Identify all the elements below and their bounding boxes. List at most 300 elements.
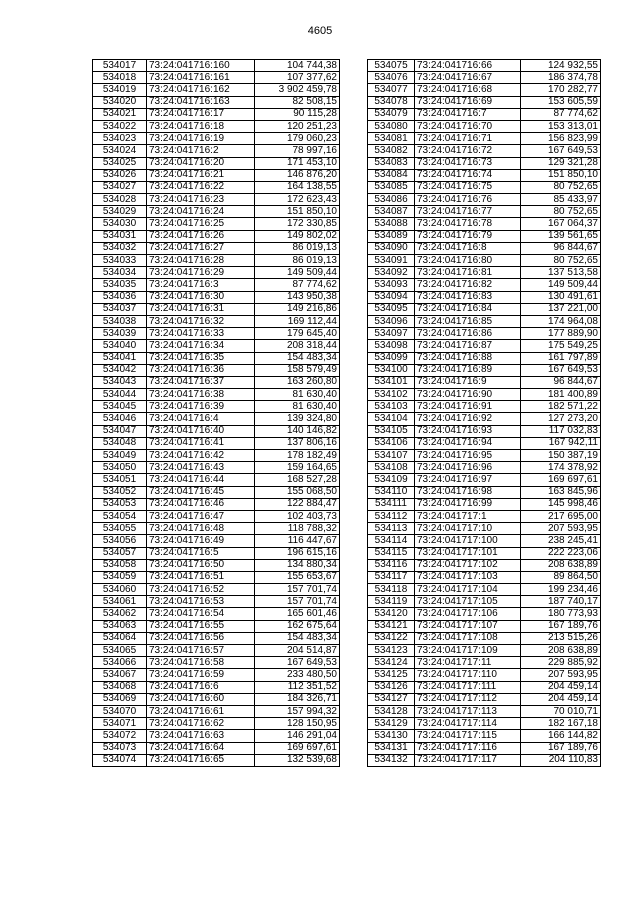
cadastral-value: 167 942,11 [521, 437, 601, 449]
table-row [368, 315, 601, 327]
cadastral-value: 80 752,65 [521, 255, 601, 267]
cadastral-value: 87 774,62 [255, 279, 340, 291]
table-row [93, 96, 340, 108]
cadastral-number: 73:24:041716:94 [415, 437, 521, 449]
cadastral-value: 182 167,18 [521, 718, 601, 730]
table-row [93, 425, 340, 437]
cadastral-value: 168 527,28 [255, 474, 340, 486]
cadastral-value: 137 221,00 [521, 303, 601, 315]
row-number: 534047 [93, 425, 147, 437]
row-number: 534088 [368, 218, 415, 230]
table-row [368, 535, 601, 547]
cadastral-value: 146 876,20 [255, 169, 340, 181]
row-number: 534067 [93, 669, 147, 681]
cadastral-value: 179 645,40 [255, 328, 340, 340]
table-row [368, 194, 601, 206]
cadastral-number: 73:24:041716:87 [415, 340, 521, 352]
cadastral-value: 151 850,10 [255, 206, 340, 218]
cadastral-number: 73:24:041716:72 [415, 145, 521, 157]
row-number: 534055 [93, 523, 147, 535]
row-number: 534077 [368, 84, 415, 96]
row-number: 534105 [368, 425, 415, 437]
cadastral-number: 73:24:041716:81 [415, 267, 521, 279]
table-row [93, 255, 340, 267]
cadastral-number: 73:24:041716:32 [147, 315, 255, 327]
cadastral-value: 145 998,46 [521, 498, 601, 510]
table-row [368, 169, 601, 181]
table-row [368, 133, 601, 145]
row-number: 534114 [368, 535, 415, 547]
cadastral-number: 73:24:041716:36 [147, 364, 255, 376]
cadastral-number: 73:24:041716:7 [415, 108, 521, 120]
row-number: 534119 [368, 596, 415, 608]
row-number: 534111 [368, 498, 415, 510]
table-row [368, 742, 601, 754]
row-number: 534052 [93, 486, 147, 498]
cadastral-number: 73:24:041716:99 [415, 498, 521, 510]
cadastral-number: 73:24:041716:71 [415, 133, 521, 145]
table-row [93, 218, 340, 230]
table-row [368, 267, 601, 279]
cadastral-value: 140 146,82 [255, 425, 340, 437]
cadastral-number: 73:24:041717:10 [415, 523, 521, 535]
cadastral-value: 96 844,67 [521, 242, 601, 254]
table-row [368, 437, 601, 449]
cadastral-value: 85 433,97 [521, 194, 601, 206]
row-number: 534106 [368, 437, 415, 449]
row-number: 534021 [93, 108, 147, 120]
cadastral-number: 73:24:041716:20 [147, 157, 255, 169]
row-number: 534102 [368, 389, 415, 401]
cadastral-number: 73:24:041716:83 [415, 291, 521, 303]
table-row [368, 328, 601, 340]
cadastral-number: 73:24:041716:49 [147, 535, 255, 547]
cadastral-number: 73:24:041716:76 [415, 194, 521, 206]
row-number: 534093 [368, 279, 415, 291]
row-number: 534087 [368, 206, 415, 218]
cadastral-value: 169 697,61 [255, 742, 340, 754]
row-number: 534066 [93, 657, 147, 669]
cadastral-number: 73:24:041717:111 [415, 681, 521, 693]
cadastral-number: 73:24:041716:90 [415, 389, 521, 401]
row-number: 534017 [93, 60, 147, 72]
cadastral-value: 81 630,40 [255, 389, 340, 401]
row-number: 534041 [93, 352, 147, 364]
cadastral-number: 73:24:041716:8 [415, 242, 521, 254]
cadastral-number: 73:24:041716:65 [147, 754, 255, 766]
table-row [93, 315, 340, 327]
cadastral-number: 73:24:041716:31 [147, 303, 255, 315]
row-number: 534118 [368, 584, 415, 596]
cadastral-value: 204 459,14 [521, 693, 601, 705]
row-number: 534068 [93, 681, 147, 693]
cadastral-number: 73:24:041716:46 [147, 498, 255, 510]
row-number: 534132 [368, 754, 415, 766]
cadastral-value: 233 480,50 [255, 669, 340, 681]
cadastral-number: 73:24:041716:59 [147, 669, 255, 681]
row-number: 534113 [368, 523, 415, 535]
row-number: 534123 [368, 645, 415, 657]
cadastral-value: 107 377,62 [255, 72, 340, 84]
cadastral-value-table-left [92, 59, 340, 767]
table-row [93, 194, 340, 206]
row-number: 534063 [93, 620, 147, 632]
table-row [368, 72, 601, 84]
row-number: 534078 [368, 96, 415, 108]
cadastral-value: 167 649,53 [521, 145, 601, 157]
table-row [93, 632, 340, 644]
table-row [93, 389, 340, 401]
row-number: 534125 [368, 669, 415, 681]
cadastral-value: 130 491,61 [521, 291, 601, 303]
row-number: 534109 [368, 474, 415, 486]
cadastral-value: 127 273,20 [521, 413, 601, 425]
cadastral-value: 208 638,89 [521, 645, 601, 657]
cadastral-value: 184 326,71 [255, 693, 340, 705]
cadastral-number: 73:24:041716:23 [147, 194, 255, 206]
cadastral-value: 161 797,89 [521, 352, 601, 364]
cadastral-value: 177 889,90 [521, 328, 601, 340]
cadastral-number: 73:24:041716:41 [147, 437, 255, 449]
cadastral-number: 73:24:041716:27 [147, 242, 255, 254]
table-row [93, 584, 340, 596]
table-row [93, 523, 340, 535]
cadastral-number: 73:24:041716:33 [147, 328, 255, 340]
cadastral-number: 73:24:041716:9 [415, 376, 521, 388]
row-number: 534079 [368, 108, 415, 120]
table-row [93, 84, 340, 96]
cadastral-value: 137 806,16 [255, 437, 340, 449]
table-row [368, 596, 601, 608]
table-row [368, 279, 601, 291]
cadastral-number: 73:24:041716:60 [147, 693, 255, 705]
cadastral-number: 73:24:041716:37 [147, 376, 255, 388]
table-row [368, 291, 601, 303]
cadastral-value: 199 234,46 [521, 584, 601, 596]
table-row [368, 462, 601, 474]
row-number: 534019 [93, 84, 147, 96]
table-row [93, 571, 340, 583]
row-number: 534070 [93, 705, 147, 717]
cadastral-value: 81 630,40 [255, 401, 340, 413]
cadastral-value: 167 064,37 [521, 218, 601, 230]
row-number: 534074 [93, 754, 147, 766]
table-row [368, 657, 601, 669]
table-row [368, 413, 601, 425]
cadastral-number: 73:24:041716:40 [147, 425, 255, 437]
cadastral-number: 73:24:041716:96 [415, 462, 521, 474]
row-number: 534039 [93, 328, 147, 340]
cadastral-number: 73:24:041716:78 [415, 218, 521, 230]
cadastral-number: 73:24:041716:4 [147, 413, 255, 425]
cadastral-number: 73:24:041716:18 [147, 120, 255, 132]
table-row [93, 754, 340, 766]
cadastral-value: 180 773,93 [521, 608, 601, 620]
table-row [93, 206, 340, 218]
cadastral-number: 73:24:041717:113 [415, 705, 521, 717]
cadastral-value: 153 605,59 [521, 96, 601, 108]
table-row [93, 181, 340, 193]
cadastral-number: 73:24:041716:160 [147, 60, 255, 72]
cadastral-value: 157 994,32 [255, 705, 340, 717]
table-row [93, 437, 340, 449]
row-number: 534116 [368, 559, 415, 571]
cadastral-value: 139 561,65 [521, 230, 601, 242]
row-number: 534029 [93, 206, 147, 218]
table-row [368, 620, 601, 632]
table-row [93, 108, 340, 120]
cadastral-number: 73:24:041717:106 [415, 608, 521, 620]
cadastral-number: 73:24:041717:117 [415, 754, 521, 766]
table-row [93, 376, 340, 388]
cadastral-number: 73:24:041716:70 [415, 120, 521, 132]
cadastral-number: 73:24:041716:5 [147, 547, 255, 559]
row-number: 534045 [93, 401, 147, 413]
cadastral-value: 149 216,86 [255, 303, 340, 315]
cadastral-number: 73:24:041716:44 [147, 474, 255, 486]
cadastral-value: 87 774,62 [521, 108, 601, 120]
row-number: 534103 [368, 401, 415, 413]
cadastral-number: 73:24:041716:92 [415, 413, 521, 425]
cadastral-number: 73:24:041716:79 [415, 230, 521, 242]
row-number: 534081 [368, 133, 415, 145]
row-number: 534069 [93, 693, 147, 705]
cadastral-value: 164 138,55 [255, 181, 340, 193]
table-row [368, 608, 601, 620]
cadastral-value: 172 330,85 [255, 218, 340, 230]
cadastral-number: 73:24:041716:97 [415, 474, 521, 486]
row-number: 534020 [93, 96, 147, 108]
row-number: 534064 [93, 632, 147, 644]
cadastral-value: 124 932,55 [521, 60, 601, 72]
cadastral-value: 165 601,46 [255, 608, 340, 620]
cadastral-number: 73:24:041716:163 [147, 96, 255, 108]
cadastral-number: 73:24:041716:93 [415, 425, 521, 437]
cadastral-number: 73:24:041716:88 [415, 352, 521, 364]
cadastral-value: 171 453,10 [255, 157, 340, 169]
cadastral-number: 73:24:041717:101 [415, 547, 521, 559]
table-row [93, 718, 340, 730]
row-number: 534026 [93, 169, 147, 181]
row-number: 534099 [368, 352, 415, 364]
row-number: 534090 [368, 242, 415, 254]
row-number: 534122 [368, 632, 415, 644]
cadastral-number: 73:24:041716:43 [147, 462, 255, 474]
cadastral-value: 112 351,52 [255, 681, 340, 693]
table-row [368, 120, 601, 132]
table-row [368, 730, 601, 742]
table-row [93, 352, 340, 364]
cadastral-value: 104 744,38 [255, 60, 340, 72]
row-number: 534046 [93, 413, 147, 425]
cadastral-value: 174 964,08 [521, 315, 601, 327]
cadastral-value: 96 844,67 [521, 376, 601, 388]
row-number: 534060 [93, 584, 147, 596]
cadastral-number: 73:24:041717:103 [415, 571, 521, 583]
row-number: 534076 [368, 72, 415, 84]
table-row [368, 547, 601, 559]
table-row [93, 596, 340, 608]
row-number: 534059 [93, 571, 147, 583]
row-number: 534073 [93, 742, 147, 754]
cadastral-value: 167 649,53 [521, 364, 601, 376]
table-row [93, 279, 340, 291]
cadastral-value: 89 864,50 [521, 571, 601, 583]
row-number: 534031 [93, 230, 147, 242]
row-number: 534085 [368, 181, 415, 193]
table-row [368, 206, 601, 218]
cadastral-value: 149 509,44 [255, 267, 340, 279]
table-row [368, 681, 601, 693]
cadastral-number: 73:24:041717:108 [415, 632, 521, 644]
cadastral-number: 73:24:041717:109 [415, 645, 521, 657]
cadastral-value: 172 623,43 [255, 194, 340, 206]
cadastral-value: 120 251,23 [255, 120, 340, 132]
table-row [93, 693, 340, 705]
table-row [93, 705, 340, 717]
table-row [93, 413, 340, 425]
table-row [93, 742, 340, 754]
cadastral-value: 175 549,25 [521, 340, 601, 352]
row-number: 534054 [93, 510, 147, 522]
table-row [368, 510, 601, 522]
cadastral-number: 73:24:041716:69 [415, 96, 521, 108]
cadastral-number: 73:24:041716:38 [147, 389, 255, 401]
cadastral-number: 73:24:041716:21 [147, 169, 255, 181]
table-row [93, 730, 340, 742]
cadastral-number: 73:24:041716:85 [415, 315, 521, 327]
row-number: 534040 [93, 340, 147, 352]
cadastral-number: 73:24:041716:91 [415, 401, 521, 413]
table-row [93, 120, 340, 132]
table-row [93, 474, 340, 486]
cadastral-number: 73:24:041716:86 [415, 328, 521, 340]
row-number: 534096 [368, 315, 415, 327]
row-number: 534037 [93, 303, 147, 315]
table-row [368, 450, 601, 462]
cadastral-number: 73:24:041717:115 [415, 730, 521, 742]
table-row [368, 584, 601, 596]
cadastral-number: 73:24:041717:11 [415, 657, 521, 669]
row-number: 534131 [368, 742, 415, 754]
row-number: 534061 [93, 596, 147, 608]
cadastral-value: 169 112,44 [255, 315, 340, 327]
table-row [93, 340, 340, 352]
row-number: 534072 [93, 730, 147, 742]
cadastral-value: 181 400,89 [521, 389, 601, 401]
cadastral-value: 154 483,34 [255, 632, 340, 644]
cadastral-number: 73:24:041716:24 [147, 206, 255, 218]
table-row [368, 157, 601, 169]
cadastral-number: 73:24:041717:100 [415, 535, 521, 547]
cadastral-number: 73:24:041716:98 [415, 486, 521, 498]
row-number: 534086 [368, 194, 415, 206]
cadastral-number: 73:24:041716:30 [147, 291, 255, 303]
cadastral-value: 156 823,99 [521, 133, 601, 145]
cadastral-value: 86 019,13 [255, 242, 340, 254]
row-number: 534033 [93, 255, 147, 267]
table-row [93, 242, 340, 254]
cadastral-value: 222 223,06 [521, 547, 601, 559]
row-number: 534062 [93, 608, 147, 620]
row-number: 534128 [368, 705, 415, 717]
cadastral-value: 208 318,44 [255, 340, 340, 352]
cadastral-value: 122 884,47 [255, 498, 340, 510]
cadastral-number: 73:24:041716:47 [147, 510, 255, 522]
cadastral-number: 73:24:041716:35 [147, 352, 255, 364]
row-number: 534051 [93, 474, 147, 486]
cadastral-value: 143 950,38 [255, 291, 340, 303]
cadastral-number: 73:24:041716:26 [147, 230, 255, 242]
cadastral-number: 73:24:041716:82 [415, 279, 521, 291]
table-row [368, 242, 601, 254]
row-number: 534049 [93, 450, 147, 462]
cadastral-number: 73:24:041716:77 [415, 206, 521, 218]
cadastral-number: 73:24:041716:62 [147, 718, 255, 730]
row-number: 534117 [368, 571, 415, 583]
cadastral-number: 73:24:041716:80 [415, 255, 521, 267]
cadastral-number: 73:24:041716:84 [415, 303, 521, 315]
table-row [368, 108, 601, 120]
table-row [368, 754, 601, 766]
cadastral-value: 182 571,22 [521, 401, 601, 413]
table-row [93, 291, 340, 303]
cadastral-value: 157 701,74 [255, 596, 340, 608]
cadastral-value: 153 313,01 [521, 120, 601, 132]
table-row [93, 401, 340, 413]
table-row [368, 303, 601, 315]
row-number: 534071 [93, 718, 147, 730]
table-row [368, 84, 601, 96]
row-number: 534100 [368, 364, 415, 376]
cadastral-value: 117 032,83 [521, 425, 601, 437]
row-number: 534101 [368, 376, 415, 388]
table-row [368, 376, 601, 388]
cadastral-value: 90 115,28 [255, 108, 340, 120]
cadastral-number: 73:24:041716:39 [147, 401, 255, 413]
table-row [93, 450, 340, 462]
table-row [368, 486, 601, 498]
table-row [368, 389, 601, 401]
row-number: 534058 [93, 559, 147, 571]
row-number: 534094 [368, 291, 415, 303]
table-row [93, 169, 340, 181]
cadastral-number: 73:24:041716:67 [415, 72, 521, 84]
table-row [93, 230, 340, 242]
table-row [93, 267, 340, 279]
table-row [93, 60, 340, 72]
row-number: 534110 [368, 486, 415, 498]
table-row [93, 681, 340, 693]
table-row [93, 303, 340, 315]
cadastral-number: 73:24:041716:42 [147, 450, 255, 462]
cadastral-number: 73:24:041716:25 [147, 218, 255, 230]
table-row [368, 255, 601, 267]
row-number: 534091 [368, 255, 415, 267]
table-row [368, 669, 601, 681]
table-row [93, 645, 340, 657]
row-number: 534034 [93, 267, 147, 279]
cadastral-value: 162 675,64 [255, 620, 340, 632]
table-row [93, 72, 340, 84]
cadastral-number: 73:24:041716:57 [147, 645, 255, 657]
cadastral-value: 82 508,15 [255, 96, 340, 108]
cadastral-number: 73:24:041716:61 [147, 705, 255, 717]
row-number: 534025 [93, 157, 147, 169]
cadastral-number: 73:24:041717:1 [415, 510, 521, 522]
row-number: 534023 [93, 133, 147, 145]
row-number: 534120 [368, 608, 415, 620]
